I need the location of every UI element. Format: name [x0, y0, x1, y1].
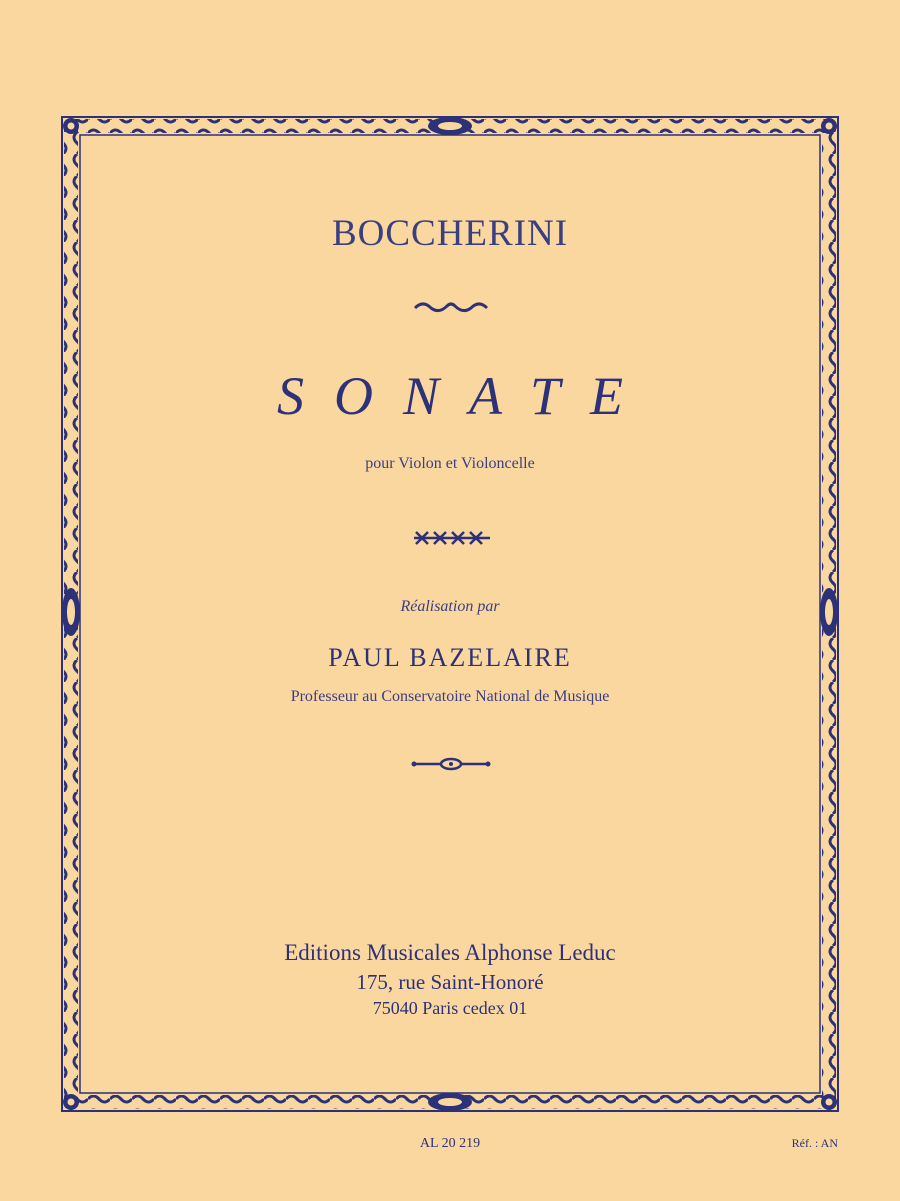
instrumentation: pour Violon et Violoncelle: [365, 455, 535, 472]
arranger-title: Professeur au Conservatoire National de Musique: [290, 688, 610, 705]
publisher-city: 75040 Paris cedex 01: [372, 998, 528, 1018]
scroll-ornament-icon: [410, 757, 492, 771]
publisher-address: 175, rue Saint-Honoré: [356, 970, 544, 994]
realisation-label: Réalisation par: [400, 598, 500, 615]
composer-name: BOCCHERINI: [331, 213, 569, 254]
catalog-number: AL 20 219: [419, 1136, 481, 1151]
wave-ornament-icon: [413, 298, 489, 314]
publisher-name: Editions Musicales Alphonse Leduc: [284, 940, 616, 965]
lattice-ornament-icon: [414, 528, 490, 548]
work-title: SONATE: [276, 366, 653, 426]
arranger-name: PAUL BAZELAIRE: [328, 643, 572, 672]
reference-code: Réf. : AN: [791, 1136, 838, 1150]
